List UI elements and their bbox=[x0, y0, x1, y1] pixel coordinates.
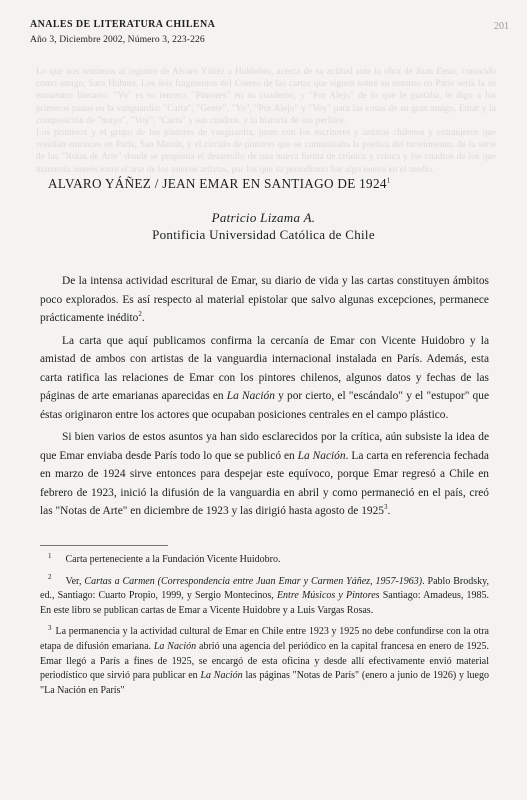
footnote bbox=[40, 575, 489, 619]
corner-mark: 201 bbox=[494, 21, 509, 32]
text-run: abrió una agencia del periódico en la capital francesa en enero de 1925. Emar llegó a París a fines de 1925, se encargó de esta oficina y desde allí efectivamente envió material periodístico que sirvió para publicar en bbox=[40, 640, 489, 682]
footnote bbox=[40, 553, 489, 568]
italic-text: Entre Músicos y Pintores bbox=[276, 590, 380, 602]
title-footnote-ref[interactable]: 1 bbox=[386, 176, 391, 185]
footnote-number: 1 bbox=[48, 551, 52, 560]
text-run: La carta que aquí publicamos confirma la cercanía de Emar con Vicente Huidobro y la amistad de ambos con artistas de la vanguardia internacional instalada en París. Además, esta carta ratifica las relaciones de Emar con los pintores chilenos, algunos datos y fechas de las páginas de arte emarianas aparecidas en bbox=[40, 334, 489, 402]
text-run: . La carta en referencia fechada en marzo de 1924 sirve entonces para despejar este equívoco, porque Emar regresó a Chile en febrero de 1923, inició la difusión de la vanguardia en abril y como permaneció en el país, creó las "Notas de Arte" en diciembre de 1923 y las dirigió hasta agosto de 1925 bbox=[40, 449, 489, 517]
show-through-paragraph: Lo que nos sentimos al registro de Alvaro Yáñez a Huidobro, acerca de su actitud ante la obra de Juan Emar, conocido como amigo, Sara Hubner. Los seis fragmentos del Correo de las cartas que siguen sobre su entorno en París sería la su encuentro literario: "Yo" es su tercero, "Pintores" en su cuaderno, y "Por Alejo" de lo que le gustaba, le digo a los primeros pasos en la vanguardia: "Carta", "Gente", "Yo", "Por Alejo" y "Voy" para las cosas de su gran amigo. Emar y la composición de "mayo", "Voy", "Carta" y sus cuadros, y la historia de sus perfiles. bbox=[36, 67, 496, 126]
text-run: La permanencia y la actividad cultural de Emar en Chile entre 1923 y 1925 no debe confundirse con la otra etapa de difusión emariana. bbox=[40, 626, 489, 652]
body-paragraph bbox=[40, 332, 489, 425]
text-run: las páginas "Notas de París" (enero a junio de 1926) y luego "La Nación en París" bbox=[40, 670, 489, 696]
italic-text: La Nación bbox=[226, 390, 275, 402]
footnote-divider bbox=[40, 545, 168, 546]
text-run: De la intensa actividad escritural de Emar, su diario de vida y las cartas constituyen ámbitos poco explorados. Es así respecto al material epistolar que salvo algunas excepciones, permanece prácticamente inédito bbox=[40, 275, 489, 324]
show-through-text bbox=[36, 66, 496, 216]
text-run: Carta perteneciente a la Fundación Vicente Huidobro. bbox=[65, 554, 281, 565]
article-title-text: ALVARO YÁÑEZ / JEAN EMAR EN SANTIAGO DE 1924 bbox=[48, 176, 387, 191]
text-run: . bbox=[387, 505, 391, 517]
italic-text: La Nación bbox=[153, 640, 197, 652]
article-title bbox=[48, 176, 488, 192]
footnotes bbox=[40, 553, 489, 705]
footnote bbox=[40, 625, 489, 698]
show-through-paragraph: Los primeros y el grupo de los pintores de vanguardia, junto con los escritores y artistas chilenos y extranjeros que residían entonces en París, San Martín, y el círculo de pintores que se comunicaba la poética del movimiento: de la serie de las "Notas de Arte" donde se proponía el desarrollo de una nueva forma de crónica y crítica y los cuadros de los que mantenía interés entre el arte de los nuevos artistas, por los que su periodismo fue algo nuevo en el medio. bbox=[36, 128, 496, 175]
footnote-number: 3 bbox=[48, 624, 52, 633]
article-body bbox=[40, 272, 489, 521]
footnote-number: 2 bbox=[48, 573, 52, 582]
body-paragraph bbox=[40, 272, 489, 328]
italic-text: La Nación bbox=[200, 670, 243, 682]
journal-name: ANALES DE LITERATURA CHILENA bbox=[30, 19, 216, 30]
italic-text: Cartas a Carmen (Correspondencia entre Juan Emar y Carmen Yáñez, 1957-1963) bbox=[84, 575, 423, 587]
text-run: Si bien varios de estos asuntos ya han sido esclarecidos por la crítica, aún subsiste la idea de que Emar enviaba desde París todo lo que se publicó en bbox=[40, 431, 489, 462]
italic-text: La Nación bbox=[297, 449, 346, 462]
article-author: Patricio Lizama A. bbox=[211, 210, 316, 225]
author-affiliation: Pontificia Universidad Católica de Chile bbox=[152, 227, 375, 242]
footnote-ref[interactable]: 2 bbox=[138, 310, 142, 319]
text-run: Ver, bbox=[65, 575, 85, 587]
footnote-ref[interactable]: 3 bbox=[383, 503, 388, 512]
text-run: . bbox=[141, 312, 145, 324]
text-run: . Pablo Brodsky, ed., Santiago: Cuarto Propio, 1999, y Sergio Montecinos, bbox=[40, 575, 490, 602]
body-paragraph bbox=[40, 428, 489, 521]
text-run: Santiago: Amadeus, 1985. En este libro se publican cartas de Emar a Vicente Huidobre y a Luis Vargas Rosas. bbox=[40, 590, 489, 616]
text-run: y por cierto, el "escándalo" y el "estupor" que éstas originaron entre los actores que ocupaban posiciones centrales en el campo plástico. bbox=[40, 390, 489, 421]
issue-info: Año 3, Diciembre 2002, Número 3, 223-226 bbox=[30, 34, 205, 45]
